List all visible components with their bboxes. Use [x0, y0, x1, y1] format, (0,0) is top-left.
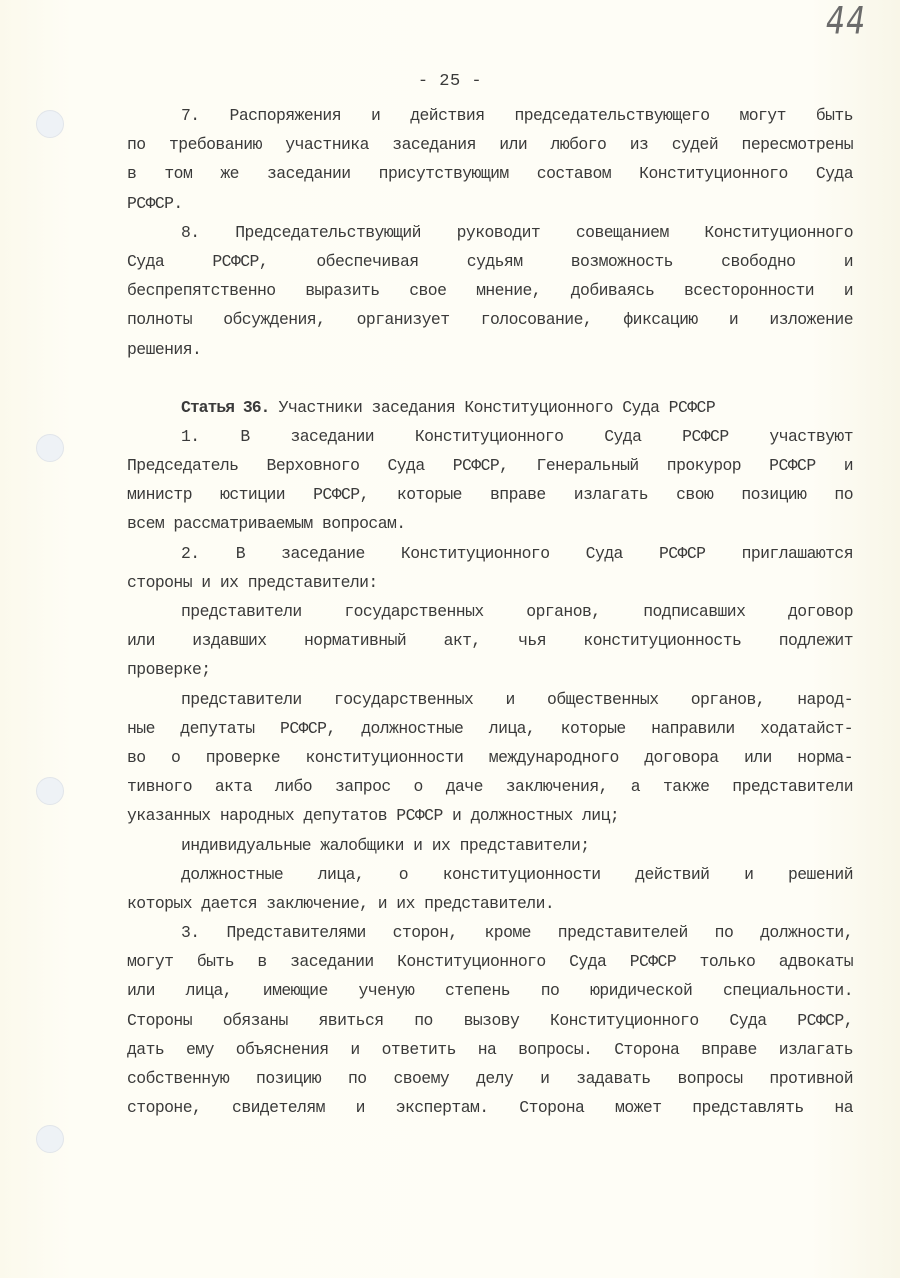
punch-hole: [36, 434, 64, 462]
text-line: или издавших нормативный акт, чья конституционность подлежит: [127, 631, 853, 651]
article-heading: [127, 393, 853, 422]
text-line: индивидуальные жалобщики и их представители;: [181, 835, 590, 855]
text-line: представители государственных и общественных органов, народ-: [181, 689, 853, 709]
article-item-2: [127, 539, 853, 597]
text-line: 8. Председательствующий руководит совещанием Конституционного: [181, 222, 853, 242]
text-line: 2. В заседание Конституционного Суда РСФСР приглашаются: [181, 543, 853, 563]
text-line: Председатель Верховного Суда РСФСР, Генеральный прокурор РСФСР и: [127, 456, 853, 476]
text-line: представители государственных органов, подписавших договор: [181, 602, 853, 621]
article-item-1: [127, 422, 853, 539]
text-line: решения.: [127, 339, 202, 359]
text-line: РСФСР.: [127, 193, 183, 213]
text-line: проверке;: [127, 660, 211, 680]
text-line: 1. В заседании Конституционного Суда РСФСР участвуют: [181, 426, 853, 446]
text-line: тивного акта либо запрос о даче заключения, а также представители: [127, 777, 853, 797]
article-item-2-sub-b: [127, 685, 853, 831]
text-line: 7. Распоряжения и действия председательствующего могут быть: [181, 106, 853, 125]
text-line: в том же заседании присутствующим составом Конституционного Суда: [127, 164, 853, 184]
text-line: во о проверке конституционности международного договора или норма-: [127, 747, 853, 767]
text-line: стороне, свидетелям и экспертам. Сторона может представлять на: [127, 1098, 853, 1118]
article-item-2-sub-a: [127, 597, 853, 685]
article-item-2-sub-d: [127, 860, 853, 918]
text-line: 3. Представителями сторон, кроме представителей по должности,: [181, 923, 853, 943]
handwritten-sheet-number: 44: [826, 0, 867, 44]
punch-hole: [36, 110, 64, 138]
text-line: дать ему объяснения и ответить на вопросы. Сторона вправе излагать: [127, 1039, 853, 1059]
article-title: Участники заседания Конституционного Суда РСФСР: [278, 397, 716, 417]
text-line: стороны и их представители:: [127, 572, 378, 592]
text-line: полноты обсуждения, организует голосование, фиксацию и изложение: [127, 310, 853, 330]
text-line: по требованию участника заседания или любого из судей пересмотрены: [127, 135, 853, 155]
text-line: должностные лица, о конституционности действий и решений: [181, 864, 853, 884]
text-line: могут быть в заседании Конституционного Суда РСФСР только адвокаты: [127, 952, 853, 972]
paragraph-8: [127, 218, 853, 364]
text-line: всем рассматриваемым вопросам.: [127, 514, 406, 534]
text-line: собственную позицию по своему делу и задавать вопросы противной: [127, 1069, 853, 1088]
article-label: Статья 36.: [181, 397, 270, 417]
document-body: [127, 101, 853, 1122]
punch-hole: [36, 1125, 64, 1153]
text-line: Стороны обязаны явиться по вызову Конституционного Суда РСФСР,: [127, 1010, 853, 1030]
page-number: - 25 -: [417, 72, 483, 91]
text-line: беспрепятственно выразить свое мнение, добиваясь всесторонности и: [127, 281, 853, 301]
punch-hole: [36, 777, 64, 805]
text-line: министр юстиции РСФСР, которые вправе излагать свою позицию по: [127, 485, 853, 505]
text-line: которых дается заключение, и их представители.: [127, 893, 555, 913]
text-line: указанных народных депутатов РСФСР и должностных лиц;: [127, 806, 620, 826]
article-item-3: [127, 918, 853, 1122]
text-line: Суда РСФСР, обеспечивая судьям возможность свободно и: [127, 251, 853, 271]
article-item-2-sub-c: [127, 831, 853, 860]
text-line: ные депутаты РСФСР, должностные лица, которые направили ходатайст-: [127, 718, 853, 738]
text-line: или лица, имеющие ученую степень по юридической специальности.: [127, 981, 853, 1001]
paragraph-7: [127, 101, 853, 218]
